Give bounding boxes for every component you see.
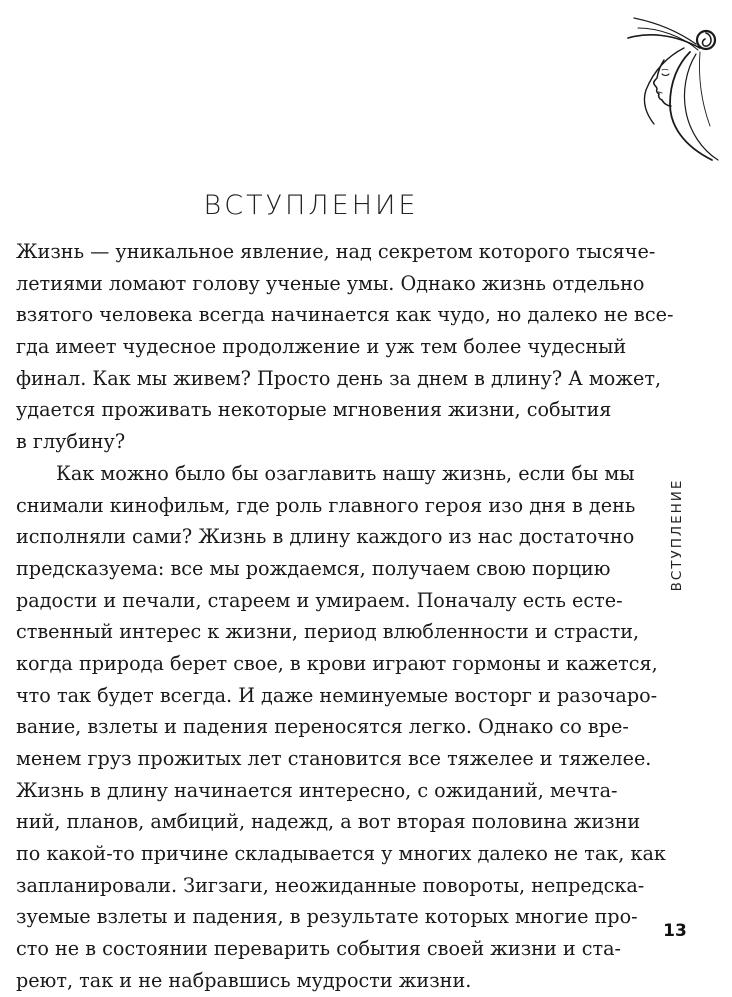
text-line: ственный интерес к жизни, период влюбленности и страсти, xyxy=(16,620,640,644)
text-line: когда природа берет свое, в крови играют гормоны и кажется, xyxy=(16,651,658,675)
text-line: зуемые взлеты и падения, в результате которых многие про- xyxy=(16,905,638,929)
text-line: Жизнь — уникальное явление, над секретом которого тысяче- xyxy=(16,240,656,263)
text-line: предсказуема: все мы рождаемся, получаем свою порцию xyxy=(16,556,611,580)
text-line: реют, так и не набравшись мудрости жизни. xyxy=(16,968,472,992)
text-line: по какой-то причине складывается у многих далеко не так, как xyxy=(16,842,666,866)
running-header xyxy=(665,470,689,600)
text-line: летиями ломают голову ученые умы. Однако жизнь отдельно xyxy=(16,271,645,295)
text-line: что так будет всегда. И даже неминуемые восторг и разочаро- xyxy=(16,683,658,707)
page-number: 13 xyxy=(663,921,687,941)
text-line: менем груз прожитых лет становится все тяжелее и тяжелее. xyxy=(16,747,652,770)
text-line: Жизнь в длину начинается интересно, с ожиданий, мечта- xyxy=(16,778,618,802)
text-line: вание, взлеты и падения переносятся легко. Однако со вре- xyxy=(16,715,629,739)
text-line: запланировали. Зигзаги, неожиданные повороты, непредска- xyxy=(16,873,645,897)
text-line: ний, планов, амбиций, надежд, а вот вторая половина жизни xyxy=(16,810,641,834)
text-line: Как можно было бы озаглавить нашу жизнь, если бы мы xyxy=(56,461,635,485)
text-line: в глубину? xyxy=(16,430,126,454)
text-line: снимали кинофильм, где роль главного героя изо дня в день xyxy=(16,493,636,517)
paragraph xyxy=(16,236,674,458)
chapter-title: ВСТУПЛЕНИЕ xyxy=(203,190,419,221)
text-line: исполняли сами? Жизнь в длину каждого из нас достаточно xyxy=(16,525,635,549)
paragraph xyxy=(16,458,666,997)
text-line: радости и печали, стареем и умираем. Поначалу есть есте- xyxy=(16,588,623,612)
woman-profile-line-art-icon xyxy=(624,8,724,168)
text-line: взятого человека всегда начинается как чудо, но далеко не все- xyxy=(16,303,674,327)
body-text xyxy=(16,236,674,997)
text-line: сто не в состоянии переварить события своей жизни и ста- xyxy=(16,937,622,961)
text-line: финал. Как мы живем? Просто день за днем в длину? А может, xyxy=(16,366,662,390)
text-line: удается проживать некоторые мгновения жизни, события xyxy=(16,398,612,422)
running-header-label: ВСТУПЛЕНИЕ xyxy=(669,478,685,592)
text-line: гда имеет чудесное продолжение и уж тем более чудесный xyxy=(16,335,627,359)
